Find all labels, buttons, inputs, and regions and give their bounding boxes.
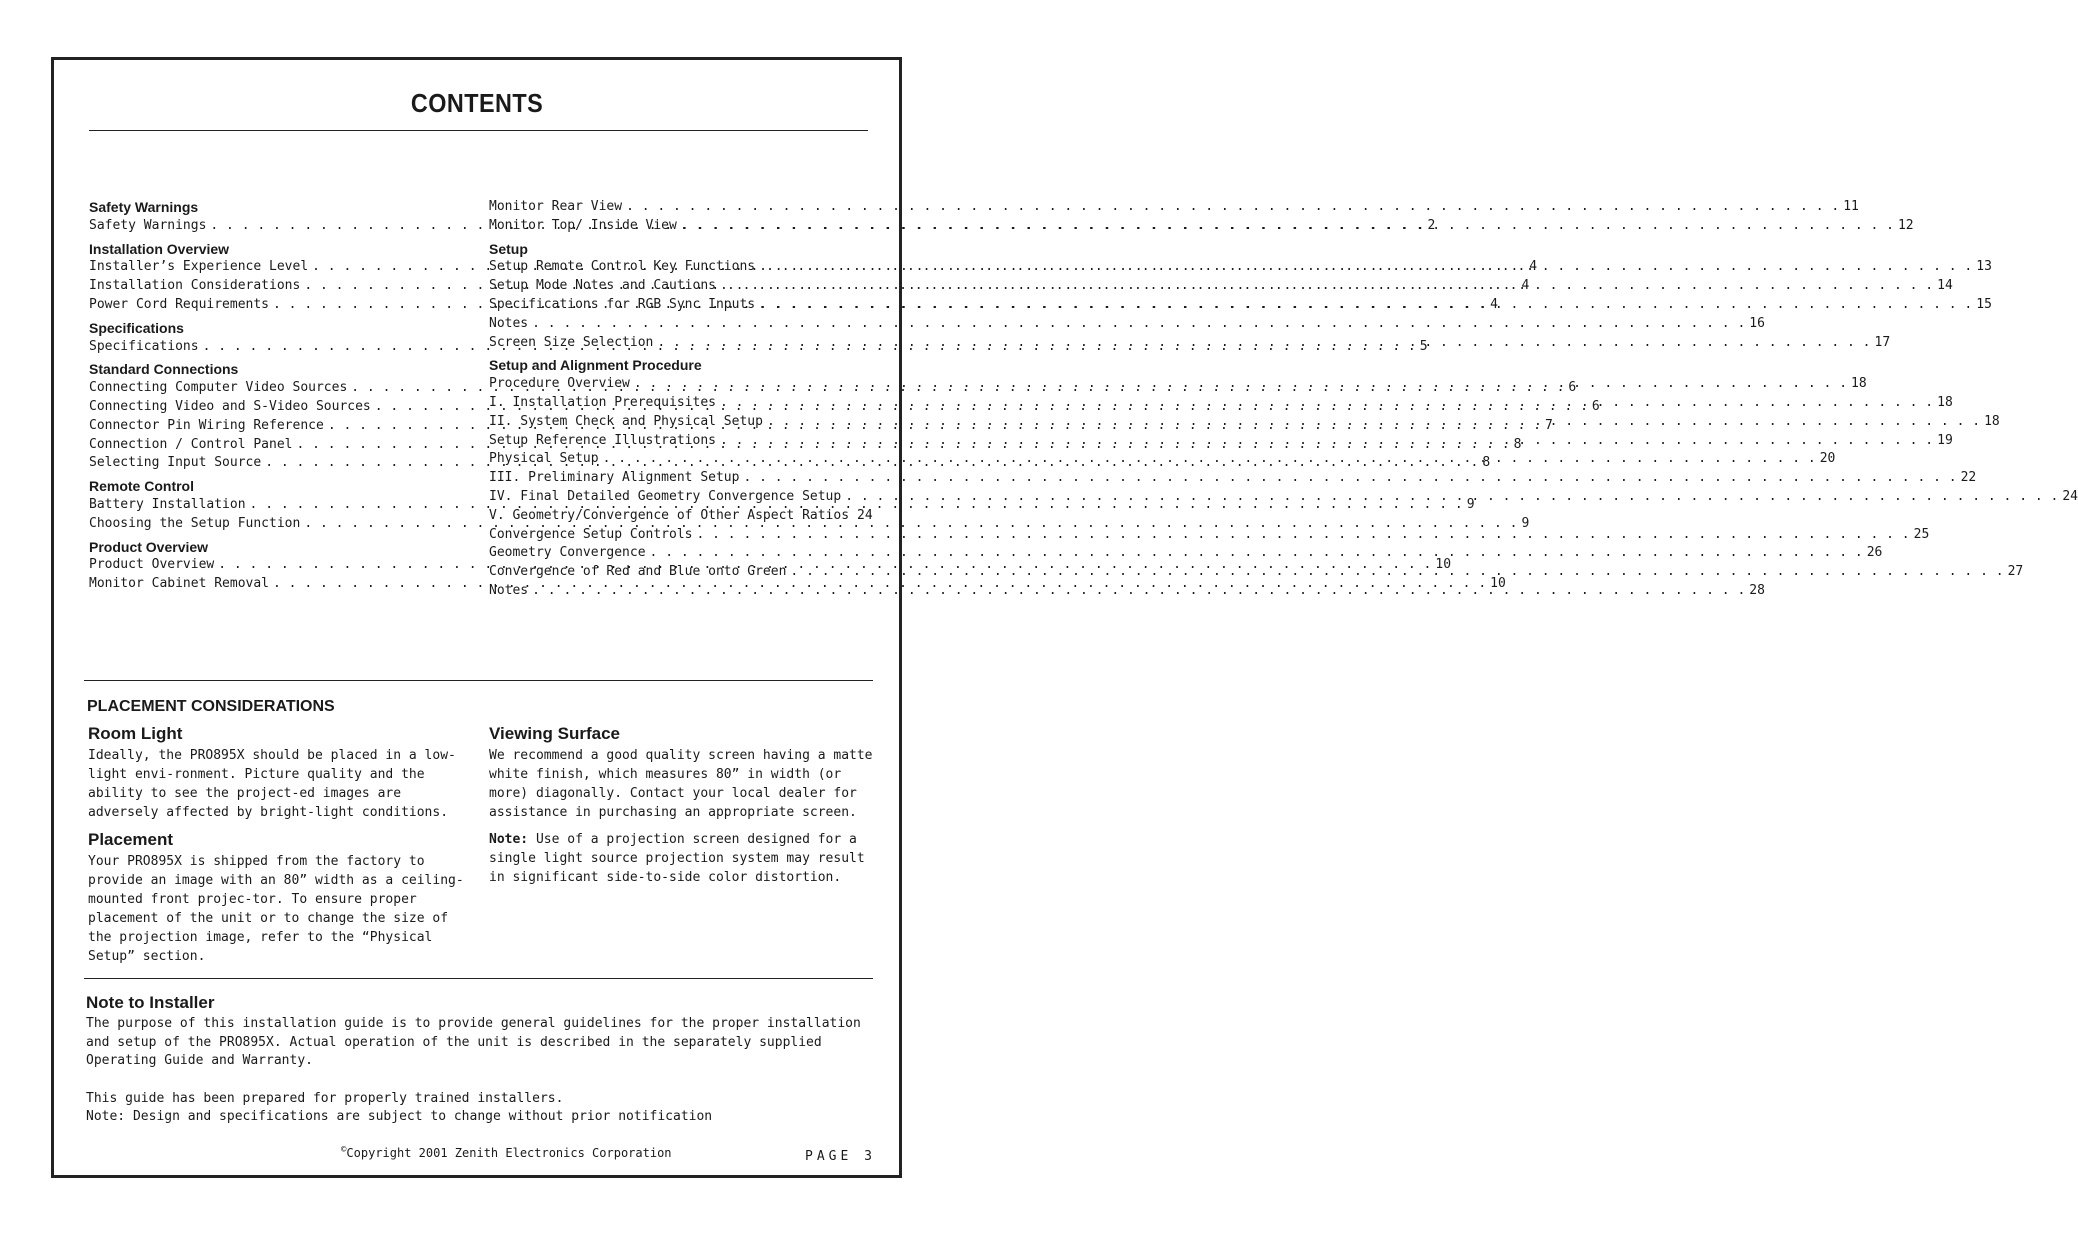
toc-entry-label: Connecting Video and S-Video Sources: [89, 398, 371, 414]
toc-entry-page: 4: [1490, 296, 1498, 312]
toc-entry-page: 14: [1937, 278, 1953, 294]
toc-entry-page: 20: [1819, 451, 1836, 467]
page-title: CONTENTS: [410, 88, 544, 118]
toc-entry-page: 4: [1521, 278, 1530, 294]
toc-entry-label: Setup Remote Control Key Functions: [489, 259, 756, 275]
toc-entry-page: 12: [1897, 217, 1914, 233]
toc-entry-page: 18: [1984, 413, 2000, 429]
toc-entry-page: 22: [1960, 470, 1977, 486]
toc-entry-page: 17: [1874, 334, 1891, 350]
toc-entry-page: 13: [1976, 259, 1992, 275]
toc-entry-page: 6: [1568, 380, 1577, 396]
installer-rule: [84, 978, 873, 979]
toc-entry-label: Product Overview: [89, 557, 215, 573]
toc-leader-dots: [790, 563, 2003, 582]
toc-leader-dots: [720, 277, 1933, 296]
toc-entry-label: Safety Warnings: [89, 217, 207, 233]
toc-leader-dots: [845, 488, 2058, 507]
toc-leader-dots: [767, 413, 1980, 432]
copyright-text: Copyright 2001 Zenith Electronics Corporation: [346, 1146, 672, 1160]
toc-entry-label: Specifications: [89, 338, 199, 354]
toc-entry[interactable]: [489, 277, 1953, 296]
toc-entry-label: II. System Check and Physical Setup: [489, 413, 763, 429]
copyright-symbol: ©: [341, 1145, 347, 1155]
placement-rule: [84, 680, 873, 681]
toc-leader-dots: [650, 544, 1863, 563]
placement-heading: PLACEMENT CONSIDERATIONS: [87, 698, 335, 715]
placement-subheading: Placement: [88, 830, 174, 849]
toc-entry[interactable]: [489, 198, 1859, 217]
toc-entry-label: Monitor Rear View: [489, 199, 623, 214]
toc-leader-dots: [759, 258, 1972, 277]
toc-entry-label: Connector Pin Wiring Reference: [89, 417, 324, 433]
toc-entry-page: 26: [1866, 545, 1883, 561]
toc-entry-page: 15: [1976, 296, 1992, 312]
toc-entry-label: Setup Mode Notes and Cautions: [489, 278, 716, 294]
toc-section-heading: Product Overview: [89, 538, 209, 555]
note-label: Note:: [489, 832, 529, 847]
toc-entry-label: Installation Considerations: [89, 278, 301, 294]
toc-leader-dots: [720, 394, 1933, 413]
toc-entry-label: Battery Installation: [89, 496, 246, 512]
toc-entry[interactable]: [489, 544, 1883, 563]
toc-entry[interactable]: [489, 432, 1953, 451]
toc-entry-label: Monitor Cabinet Removal: [89, 576, 270, 592]
title-rule: [89, 130, 868, 131]
toc-leader-dots: [603, 450, 1816, 469]
room-light-text: Ideally, the PRO895X should be placed in a low-light envi-ronment. Picture quality and the ability to see the project-ed images are adversely affected by bright-light conditions.: [88, 748, 456, 820]
toc-leader-dots: [720, 432, 1933, 451]
toc-entry-label: I. Installation Prerequisites: [489, 394, 716, 410]
placement-left-column: [88, 724, 473, 974]
installer-note-heading: Note to Installer: [86, 993, 215, 1012]
toc-entry-page: 10: [1490, 576, 1506, 592]
toc-section-heading: Installation Overview: [89, 240, 230, 257]
toc-entry-page: 9: [1521, 515, 1530, 531]
toc-entry[interactable]: [489, 315, 1765, 334]
toc-entry-page: 28: [1749, 582, 1765, 598]
toc-section-heading: Standard Connections: [89, 361, 239, 378]
toc-entry-label: Selecting Input Source: [89, 455, 262, 471]
toc-entry-page: 25: [1913, 526, 1930, 542]
toc-entry-label: Power Cord Requirements: [89, 296, 270, 312]
placement-text: Your PRO895X is shipped from the factory to provide an image with an 80” width as a ceiling-mounted front projec-tor. To ensure proper placement of the unit or to change the size of the projection image, refer to the “Physical Setup” section.: [88, 854, 464, 964]
toc-leader-dots: [743, 469, 1956, 488]
toc-entry[interactable]: [489, 394, 1953, 413]
toc-entry-page: 16: [1749, 315, 1765, 331]
toc-entry[interactable]: [489, 488, 2078, 507]
toc-leader-dots: [532, 315, 1745, 334]
toc-entry-page: 10: [1435, 557, 1452, 573]
viewing-surface-text: We recommend a good quality screen having a matte white finish, which measures 80” in width (or more) diagonally. Contact your local dealer for assistance in purchasing an appropriate screen.: [489, 748, 873, 820]
toc-leader-dots: [657, 334, 1870, 353]
toc-entry-label: Convergence of Red and Blue onto Green: [489, 564, 787, 580]
toc-entry-page: 2: [1427, 217, 1436, 233]
toc-section-heading: Setup: [489, 240, 528, 257]
toc-entry-page: 27: [2007, 564, 2024, 580]
toc-entry[interactable]: [489, 450, 1836, 469]
toc-entry-page: 18: [1851, 376, 1867, 392]
toc-entry-page: 8: [1482, 455, 1491, 471]
toc-section: [489, 198, 1914, 236]
toc-entry-label: Convergence Setup Controls: [489, 526, 693, 542]
toc-entry-label: Monitor Top/ Inside View: [489, 217, 677, 233]
installer-note-p1: The purpose of this installation guide is to provide general guidelines for the proper installation and setup of the PRO895X. Actual operation of the unit is described in the separately supplied Operating Guide and Warranty.: [86, 1016, 861, 1068]
page-number: PAGE 3: [805, 1149, 876, 1164]
toc-entry[interactable]: [489, 217, 1914, 236]
toc-leader-dots: [532, 582, 1745, 601]
installer-note-p3: Note: Design and specifications are subject to change without prior notification: [86, 1109, 713, 1124]
toc-entry-label: IV. Final Detailed Geometry Convergence Setup: [489, 488, 842, 504]
toc-entry[interactable]: [489, 296, 1992, 315]
toc-entry-label: Specifications for RGB Sync Inputs: [489, 296, 756, 312]
toc-entry-label: Geometry Convergence: [489, 545, 646, 561]
toc-entry[interactable]: [489, 413, 2000, 432]
toc-entry-label: V. Geometry/Convergence of Other Aspect Ratios: [489, 507, 850, 523]
toc-entry-page: 6: [1591, 398, 1600, 414]
toc-entry[interactable]: [489, 375, 1867, 394]
toc-entry-page: 4: [1529, 259, 1538, 275]
room-light-heading: Room Light: [88, 724, 183, 743]
installer-note-body: [86, 1015, 876, 1127]
toc-leader-dots: [634, 375, 1847, 394]
toc-leader-dots: [626, 198, 1839, 217]
toc-entry[interactable]: [489, 258, 1992, 277]
toc-entry-label: Connecting Computer Video Sources: [89, 380, 348, 396]
toc-entry-page: 8: [1513, 436, 1522, 452]
toc-entry-label: Choosing the Setup Function: [89, 515, 301, 531]
toc-entry-page: 9: [1466, 496, 1475, 512]
toc-entry[interactable]: [489, 526, 1930, 545]
viewing-surface-heading: Viewing Surface: [489, 724, 621, 743]
toc-section: [489, 240, 1992, 353]
toc-entry-label: III. Preliminary Alignment Setup: [489, 470, 740, 486]
toc-entry-label: Setup Reference Illustrations: [489, 432, 716, 448]
toc-entry-label: Screen Size Selection: [489, 334, 654, 350]
placement-right-column: [489, 724, 874, 895]
viewing-surface-note: [489, 830, 874, 887]
toc-section-heading: Setup and Alignment Procedure: [489, 357, 702, 374]
toc-entry-label: Procedure Overview: [489, 376, 630, 392]
toc-section-heading: Remote Control: [89, 478, 194, 495]
toc-entry-label: Installer’s Experience Level: [89, 259, 309, 275]
toc-entry-label: Physical Setup: [489, 451, 599, 467]
toc-entry-page: 7: [1544, 417, 1553, 433]
toc-leader-dots: [759, 296, 1972, 315]
toc-entry-label: Notes: [489, 582, 529, 598]
installer-note-p2: This guide has been prepared for properly trained installers.: [86, 1090, 564, 1106]
toc-leader-dots: [697, 526, 1910, 545]
toc-entry[interactable]: [489, 507, 873, 526]
toc-entry[interactable]: [489, 469, 1977, 488]
toc-entry-page: 24: [857, 507, 873, 523]
toc-entry-page: 19: [1937, 432, 1953, 448]
toc-section-heading: Specifications: [89, 319, 184, 336]
toc-leader-dots: [681, 217, 1894, 236]
toc-entry-page: 24: [2062, 488, 2078, 504]
copyright: [341, 1146, 672, 1160]
toc-entry-page: 18: [1937, 394, 1953, 410]
toc-entry-page: 11: [1843, 199, 1859, 214]
toc-section-heading: Safety Warnings: [89, 199, 199, 215]
toc-entry-page: 5: [1419, 338, 1428, 354]
note-text: Use of a projection screen designed for a single light source projection system may result in significant side-to-side color distortion.: [489, 832, 865, 885]
toc-entry[interactable]: [489, 334, 1891, 353]
toc-entry-label: Notes: [489, 315, 529, 331]
toc-entry-label: Connection / Control Panel: [89, 436, 293, 452]
